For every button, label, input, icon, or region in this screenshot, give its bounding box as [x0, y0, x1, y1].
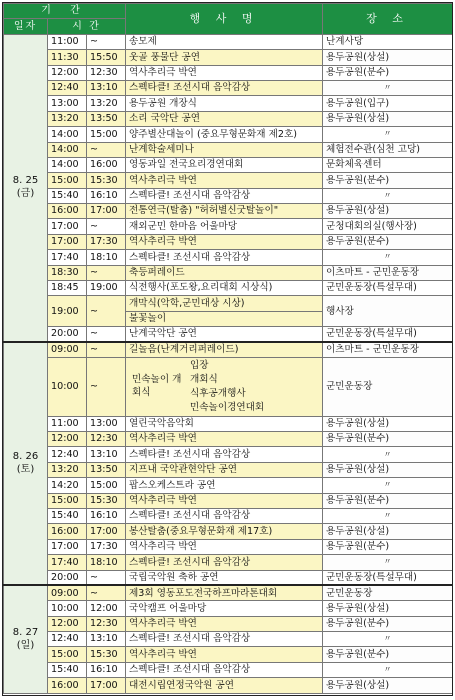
schedule-row	[4, 142, 453, 157]
venue-name: 용두공원(분수)	[323, 65, 453, 80]
venue-name: 〃	[323, 662, 453, 677]
start-time: 13:20	[48, 111, 87, 126]
event-name: 스펙타클! 조선시대 음악감상	[126, 508, 323, 523]
start-time: 17:00	[48, 539, 87, 554]
venue-name: 용두공원(분수)	[323, 493, 453, 508]
start-time: 14:00	[48, 142, 87, 157]
end-time: 17:00	[87, 204, 126, 219]
schedule-row	[4, 96, 453, 111]
event-name: 봉산탈춤(중요무형문화재 제17호)	[126, 524, 323, 539]
start-time: 16:00	[48, 678, 87, 693]
end-time: ~	[87, 296, 126, 327]
end-time: 13:10	[87, 632, 126, 647]
venue-name: 이츠마트 - 군민운동장	[323, 342, 453, 357]
venue-name: 용두공원(분수)	[323, 432, 453, 447]
end-time: 12:00	[87, 601, 126, 616]
start-time: 17:40	[48, 555, 87, 570]
event-name: 열린국악음악회	[126, 416, 323, 431]
start-time: 12:00	[48, 432, 87, 447]
start-time: 20:00	[48, 327, 87, 342]
schedule-row	[4, 327, 453, 342]
venue-name: 체험전수관(심천 고당)	[323, 142, 453, 157]
venue-name: 행사장	[323, 296, 453, 327]
start-time: 15:40	[48, 508, 87, 523]
start-time: 12:40	[48, 632, 87, 647]
start-time: 17:40	[48, 250, 87, 265]
event-name: 불꽃놀이	[126, 311, 323, 326]
start-time: 09:00	[48, 342, 87, 357]
event-name: 지프내 국악관현악단 공연	[126, 462, 323, 477]
end-time: 12:30	[87, 432, 126, 447]
schedule-row	[4, 188, 453, 203]
start-time: 10:00	[48, 601, 87, 616]
schedule-row	[4, 662, 453, 677]
end-time: 16:10	[87, 188, 126, 203]
date-label: 8. 27	[12, 627, 39, 639]
venue-name: 〃	[323, 80, 453, 95]
schedule-row	[4, 493, 453, 508]
start-time: 13:00	[48, 96, 87, 111]
end-time: 18:10	[87, 250, 126, 265]
event-name: 역사추리극 박연	[126, 616, 323, 631]
start-time: 16:00	[48, 204, 87, 219]
event-name: 용두공원 개장식	[126, 96, 323, 111]
event-name: 스펙타클! 조선시대 음악감상	[126, 632, 323, 647]
event-name: 스펙타클! 조선시대 음악감상	[126, 250, 323, 265]
end-time: 16:10	[87, 662, 126, 677]
end-time: ~	[87, 142, 126, 157]
schedule-row	[4, 647, 453, 662]
end-time: 19:00	[87, 281, 126, 296]
event-name: 영동과일 전국요리경연대회	[126, 157, 323, 172]
end-time: 12:30	[87, 65, 126, 80]
start-time: 15:00	[48, 173, 87, 188]
end-time: 13:10	[87, 80, 126, 95]
venue-name: 군민운동장(특설무대)	[323, 281, 453, 296]
start-time: 20:00	[48, 570, 87, 585]
start-time: 14:20	[48, 478, 87, 493]
venue-name: 군민운동장	[323, 585, 453, 600]
header-time: 시 간	[48, 19, 126, 34]
event-name: 개막식(악학,군민대상 시상)	[126, 296, 323, 311]
ceremony-item: 개회식	[190, 373, 218, 385]
end-time: 15:30	[87, 173, 126, 188]
event-name: 재외군민 한마음 어울마당	[126, 219, 323, 234]
schedule-row	[4, 34, 453, 49]
start-time: 11:00	[48, 34, 87, 49]
end-time: ~	[87, 342, 126, 357]
event-name: 스펙타클! 조선시대 음악감상	[126, 662, 323, 677]
start-time: 18:45	[48, 281, 87, 296]
schedule-sheet	[2, 2, 453, 696]
end-time: 18:10	[87, 555, 126, 570]
day-cell	[4, 585, 48, 693]
event-name: 제3회 영동포도전국하프마라톤대회	[126, 585, 323, 600]
schedule-row	[4, 585, 453, 600]
end-time: 17:30	[87, 234, 126, 249]
end-time: 15:50	[87, 50, 126, 65]
venue-name: 이츠마트 - 군민운동장	[323, 265, 453, 280]
schedule-row	[4, 296, 453, 311]
venue-name: 용두공원(상설)	[323, 462, 453, 477]
ceremony-title: 민속놀이 개회식	[132, 374, 182, 398]
end-time: 15:00	[87, 478, 126, 493]
start-time: 14:00	[48, 127, 87, 142]
schedule-row	[4, 80, 453, 95]
schedule-row	[4, 462, 453, 477]
end-time: 15:30	[87, 647, 126, 662]
venue-name: 〃	[323, 127, 453, 142]
start-time: 15:00	[48, 647, 87, 662]
end-time: ~	[87, 357, 126, 416]
schedule-row	[4, 50, 453, 65]
venue-name: 〃	[323, 632, 453, 647]
end-time: 15:30	[87, 493, 126, 508]
start-time: 14:00	[48, 157, 87, 172]
start-time: 13:20	[48, 462, 87, 477]
event-name: 역사추리극 박연	[126, 173, 323, 188]
ceremony-item: 식후공개행사	[190, 387, 246, 399]
event-name: 난계국악단 공연	[126, 327, 323, 342]
end-time: ~	[87, 265, 126, 280]
venue-name: 용두공원(상설)	[323, 416, 453, 431]
venue-name: 군민운동장(특설무대)	[323, 327, 453, 342]
venue-name: 용두공원(상설)	[323, 204, 453, 219]
schedule-row	[4, 111, 453, 126]
date-label: 8. 25	[12, 175, 39, 187]
end-time: 13:00	[87, 416, 126, 431]
schedule-row	[4, 250, 453, 265]
schedule-row	[4, 281, 453, 296]
schedule-table	[3, 3, 453, 694]
schedule-row	[4, 342, 453, 357]
schedule-row	[4, 173, 453, 188]
start-time: 15:40	[48, 188, 87, 203]
schedule-row	[4, 555, 453, 570]
event-name: 역사추리극 박연	[126, 432, 323, 447]
ceremony-items	[187, 358, 319, 416]
venue-name: 군민운동장	[323, 357, 453, 416]
event-name: 전통연극(탈춤) "허허별신굿탈놀이"	[126, 204, 323, 219]
schedule-row	[4, 265, 453, 280]
venue-name: 용두공원(상설)	[323, 601, 453, 616]
venue-name: 용두공원(분수)	[323, 616, 453, 631]
weekday-label: (토)	[16, 463, 35, 475]
weekday-label: (금)	[16, 187, 35, 199]
start-time: 16:00	[48, 524, 87, 539]
end-time: ~	[87, 585, 126, 600]
end-time: 13:50	[87, 111, 126, 126]
schedule-row	[4, 570, 453, 585]
end-time: 13:20	[87, 96, 126, 111]
schedule-row	[4, 65, 453, 80]
end-time: ~	[87, 219, 126, 234]
day-cell	[4, 342, 48, 585]
start-time: 19:00	[48, 296, 87, 327]
header-venue: 장 소	[323, 4, 453, 35]
start-time: 11:00	[48, 416, 87, 431]
event-name: 소리 국악단 공연	[126, 111, 323, 126]
schedule-row	[4, 234, 453, 249]
venue-name: 〃	[323, 478, 453, 493]
event-name: 스펙타클! 조선시대 음악감상	[126, 447, 323, 462]
start-time: 15:40	[48, 662, 87, 677]
date-label: 8. 26	[12, 451, 39, 463]
venue-name: 용두공원(분수)	[323, 539, 453, 554]
schedule-row	[4, 157, 453, 172]
header-period: 기 간	[4, 4, 126, 19]
venue-name: 용두공원(입구)	[323, 96, 453, 111]
event-name: 스펙타클! 조선시대 음악감상	[126, 188, 323, 203]
venue-name: 〃	[323, 250, 453, 265]
venue-name: 〃	[323, 447, 453, 462]
schedule-row	[4, 447, 453, 462]
schedule-row	[4, 616, 453, 631]
venue-name: 군민운동장(특설무대)	[323, 570, 453, 585]
event-name: 길놀음(난계거리퍼레이드)	[126, 342, 323, 357]
end-time: 12:30	[87, 616, 126, 631]
end-time: ~	[87, 327, 126, 342]
start-time: 17:00	[48, 219, 87, 234]
event-name: 난계학술세미나	[126, 142, 323, 157]
day-cell	[4, 34, 48, 342]
event-name: 대전시립연정국악원 공연	[126, 678, 323, 693]
end-time: 16:00	[87, 157, 126, 172]
end-time: 17:00	[87, 524, 126, 539]
schedule-row	[4, 432, 453, 447]
venue-name: 용두공원(상설)	[323, 678, 453, 693]
ceremony-item: 민속놀이경연대회	[190, 401, 265, 413]
event-name: 팝스오케스트라 공연	[126, 478, 323, 493]
schedule-row	[4, 508, 453, 523]
venue-name: 문화체육센터	[323, 157, 453, 172]
venue-name: 〃	[323, 508, 453, 523]
event-name: 역사추리극 박연	[126, 493, 323, 508]
venue-name: 용두공원(상설)	[323, 111, 453, 126]
schedule-row	[4, 204, 453, 219]
schedule-row	[4, 632, 453, 647]
start-time: 12:00	[48, 65, 87, 80]
schedule-row	[4, 678, 453, 693]
event-name: 웃골 풍물단 공연	[126, 50, 323, 65]
event-name: 스펙타클! 조선시대 음악감상	[126, 80, 323, 95]
venue-name: 용두공원(분수)	[323, 173, 453, 188]
venue-name: 군청대회의실(행사장)	[323, 219, 453, 234]
ceremony-item: 입장	[190, 359, 209, 371]
schedule-row	[4, 524, 453, 539]
end-time: 17:30	[87, 539, 126, 554]
end-time: ~	[87, 34, 126, 49]
end-time: 17:00	[87, 678, 126, 693]
venue-name: 용두공원(상설)	[323, 50, 453, 65]
event-name: 역사추리극 박연	[126, 539, 323, 554]
schedule-row	[4, 219, 453, 234]
event-name: 역사추리극 박연	[126, 234, 323, 249]
end-time: ~	[87, 570, 126, 585]
start-time: 10:00	[48, 357, 87, 416]
schedule-row	[4, 127, 453, 142]
venue-name: 난계사당	[323, 34, 453, 49]
start-time: 18:30	[48, 265, 87, 280]
venue-name: 용두공원(분수)	[323, 234, 453, 249]
schedule-row	[4, 601, 453, 616]
start-time: 12:40	[48, 80, 87, 95]
event-name: 양주별산대놀이 (중요무형문화재 제2호)	[126, 127, 323, 142]
start-time: 12:00	[48, 616, 87, 631]
header-event: 행 사 명	[126, 4, 323, 35]
venue-name: 용두공원(상설)	[323, 524, 453, 539]
schedule-row	[4, 478, 453, 493]
start-time: 09:00	[48, 585, 87, 600]
event-name: 국립국악원 축하 공연	[126, 570, 323, 585]
start-time: 12:40	[48, 447, 87, 462]
event-name: 국악캠프 어울마당	[126, 601, 323, 616]
event-name: 식전행사(포도왕,요리대회 시상식)	[126, 281, 323, 296]
event-name: 스펙타클! 조선시대 음악감상	[126, 555, 323, 570]
event-name: 축등퍼레이드	[126, 265, 323, 280]
weekday-label: (일)	[16, 639, 35, 651]
start-time: 17:00	[48, 234, 87, 249]
event-name: 역사추리극 박연	[126, 647, 323, 662]
end-time: 16:10	[87, 508, 126, 523]
schedule-row	[4, 416, 453, 431]
venue-name: 〃	[323, 555, 453, 570]
end-time: 13:50	[87, 462, 126, 477]
end-time: 13:10	[87, 447, 126, 462]
schedule-row	[4, 539, 453, 554]
start-time: 11:30	[48, 50, 87, 65]
event-cell	[126, 357, 323, 416]
event-name: 역사추리극 박연	[126, 65, 323, 80]
header-day: 일자	[4, 19, 48, 34]
end-time: 15:00	[87, 127, 126, 142]
start-time: 15:00	[48, 493, 87, 508]
ceremony-block	[129, 358, 319, 416]
venue-name: 용두공원(분수)	[323, 647, 453, 662]
event-name: 송모제	[126, 34, 323, 49]
venue-name: 〃	[323, 188, 453, 203]
